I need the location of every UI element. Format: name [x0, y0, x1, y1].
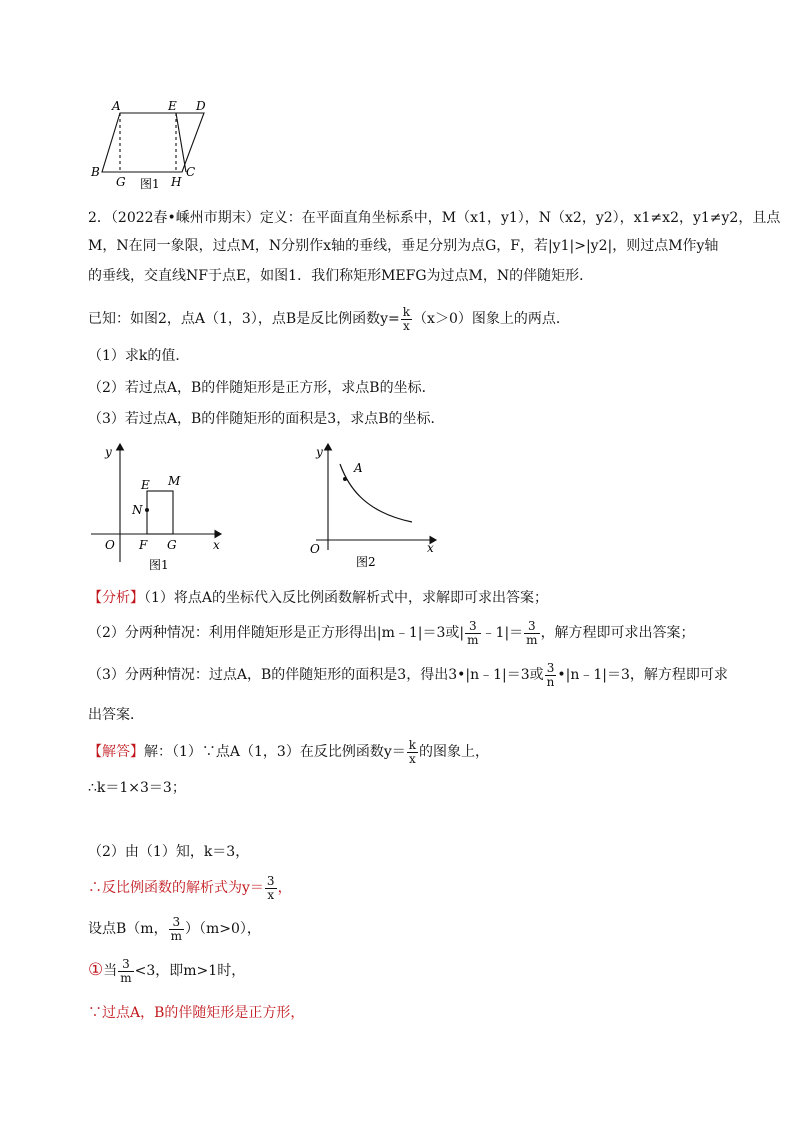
fraction-3-over-m: $\frac{3}{m}$: [467, 618, 479, 647]
fig2-y: y: [316, 445, 323, 459]
fig2-x: x: [427, 541, 434, 555]
problem-line-3: 的垂线，交直线NF于点E，如图1．我们称矩形MEFG为过点M，N的伴随矩形．: [88, 268, 594, 284]
fig1-G: G: [167, 538, 177, 552]
fraction-3-over-m: $\frac{3}{m}$: [120, 956, 132, 985]
problem-number: 2．: [88, 210, 111, 226]
analysis-line-1: 【分析】（1）将点A的坐标代入反比例函数解析式中，求解即可求出答案；: [88, 590, 549, 606]
label-D: D: [196, 99, 206, 113]
fig2-O: O: [310, 542, 320, 556]
answer-line-4: ∴反比例函数的解析式为y＝ $\frac{3}{x}$ ，: [88, 873, 292, 902]
answer-line-6: ①当 $\frac{3}{m}$ <3，即m>1时，: [88, 956, 246, 985]
question-3: （3）若过点A，B的伴随矩形的面积是3，求点B的坐标．: [88, 411, 445, 427]
analysis-tag: 【分析】: [88, 590, 144, 606]
answer-line-2: ∴k＝1×3＝3；: [88, 780, 186, 796]
fraction-3-over-m: $\frac{3}{m}$: [170, 914, 182, 943]
fig1-O: O: [105, 538, 115, 552]
label-B: B: [91, 165, 100, 179]
analysis-line-3: （3）分两种情况：过点A，B的伴随矩形的面积是3，得出3•|n﹣1|＝3或 $\frac{3}{n}$ •|n﹣1|＝3，解方程即可求: [88, 660, 728, 689]
label-H: H: [171, 175, 182, 189]
parallelogram-figure: [86, 96, 226, 196]
answer-line-3: （2）由（1）知，k＝3，: [88, 844, 250, 860]
figure-caption: 图1: [140, 177, 160, 191]
problem-line-2: M，N在同一象限，过点M，N分别作x轴的垂线，垂足分别为点G，F，若|y1|>|y2|，则过点M作y轴: [88, 238, 719, 254]
question-2: （2）若过点A，B的伴随矩形是正方形，求点B的坐标．: [88, 380, 436, 396]
answer-tag: 【解答】: [88, 744, 144, 760]
fraction-k-over-x: $\frac{k}{x}$: [402, 304, 411, 333]
problem-definition: 定义：在平面直角坐标系中，M（x1，y1），N（x2，y2），x1≠x2，y1≠y2，且点: [259, 210, 781, 226]
fig1-x: x: [213, 538, 220, 552]
problem-line-1: [88, 208, 780, 228]
function-y: y=: [380, 311, 400, 327]
analysis-line-4: 出答案．: [88, 707, 144, 723]
label-C: C: [186, 165, 196, 179]
problem-source: （2022春•嵊州市期末）: [110, 210, 260, 226]
fig1-N: N: [132, 503, 143, 517]
analysis-line-2: （2）分两种情况：利用伴随矩形是正方形得出|m﹣1|＝3或| $\frac{3}{m}$ ﹣1|＝ $\frac{3}{m}$ ，解方程即可求出答案；: [88, 618, 695, 647]
figure-1: [88, 436, 233, 576]
fig2-caption: 图2: [356, 555, 376, 569]
fig1-caption: 图1: [149, 558, 169, 572]
label-E: E: [168, 99, 177, 113]
circled-one-icon: ①: [88, 960, 104, 980]
fraction-k-over-x: $\frac{k}{x}$: [408, 737, 417, 766]
fraction-3-over-n: $\frac{3}{n}$: [546, 660, 555, 689]
fig1-M: M: [168, 474, 181, 488]
answer-line-5: 设点B（m， $\frac{3}{m}$ ）（m>0），: [88, 914, 261, 943]
answer-line-1: 【解答】解：（1）∵点A（1，3）在反比例函数y＝ $\frac{k}{x}$ 的图象上，: [88, 737, 490, 766]
fig1-y: y: [105, 445, 112, 459]
fig2-A: A: [354, 461, 363, 475]
question-1: （1）求k的值．: [88, 348, 190, 364]
label-G: G: [116, 175, 126, 189]
label-A: A: [112, 99, 121, 113]
figure-2: [306, 436, 446, 572]
answer-line-7: ∵过点A，B的伴随矩形是正方形，: [88, 1005, 305, 1021]
fraction-3-over-m: $\frac{3}{m}$: [526, 618, 538, 647]
fraction-3-over-x: $\frac{3}{x}$: [266, 873, 275, 902]
fig1-F: F: [139, 538, 148, 552]
problem-known: 已知：如图2，点A（1，3），点B是反比例函数y= $\frac{k}{x}$ （x＞0）图象上的两点．: [88, 304, 570, 333]
fig1-E: E: [141, 478, 150, 492]
